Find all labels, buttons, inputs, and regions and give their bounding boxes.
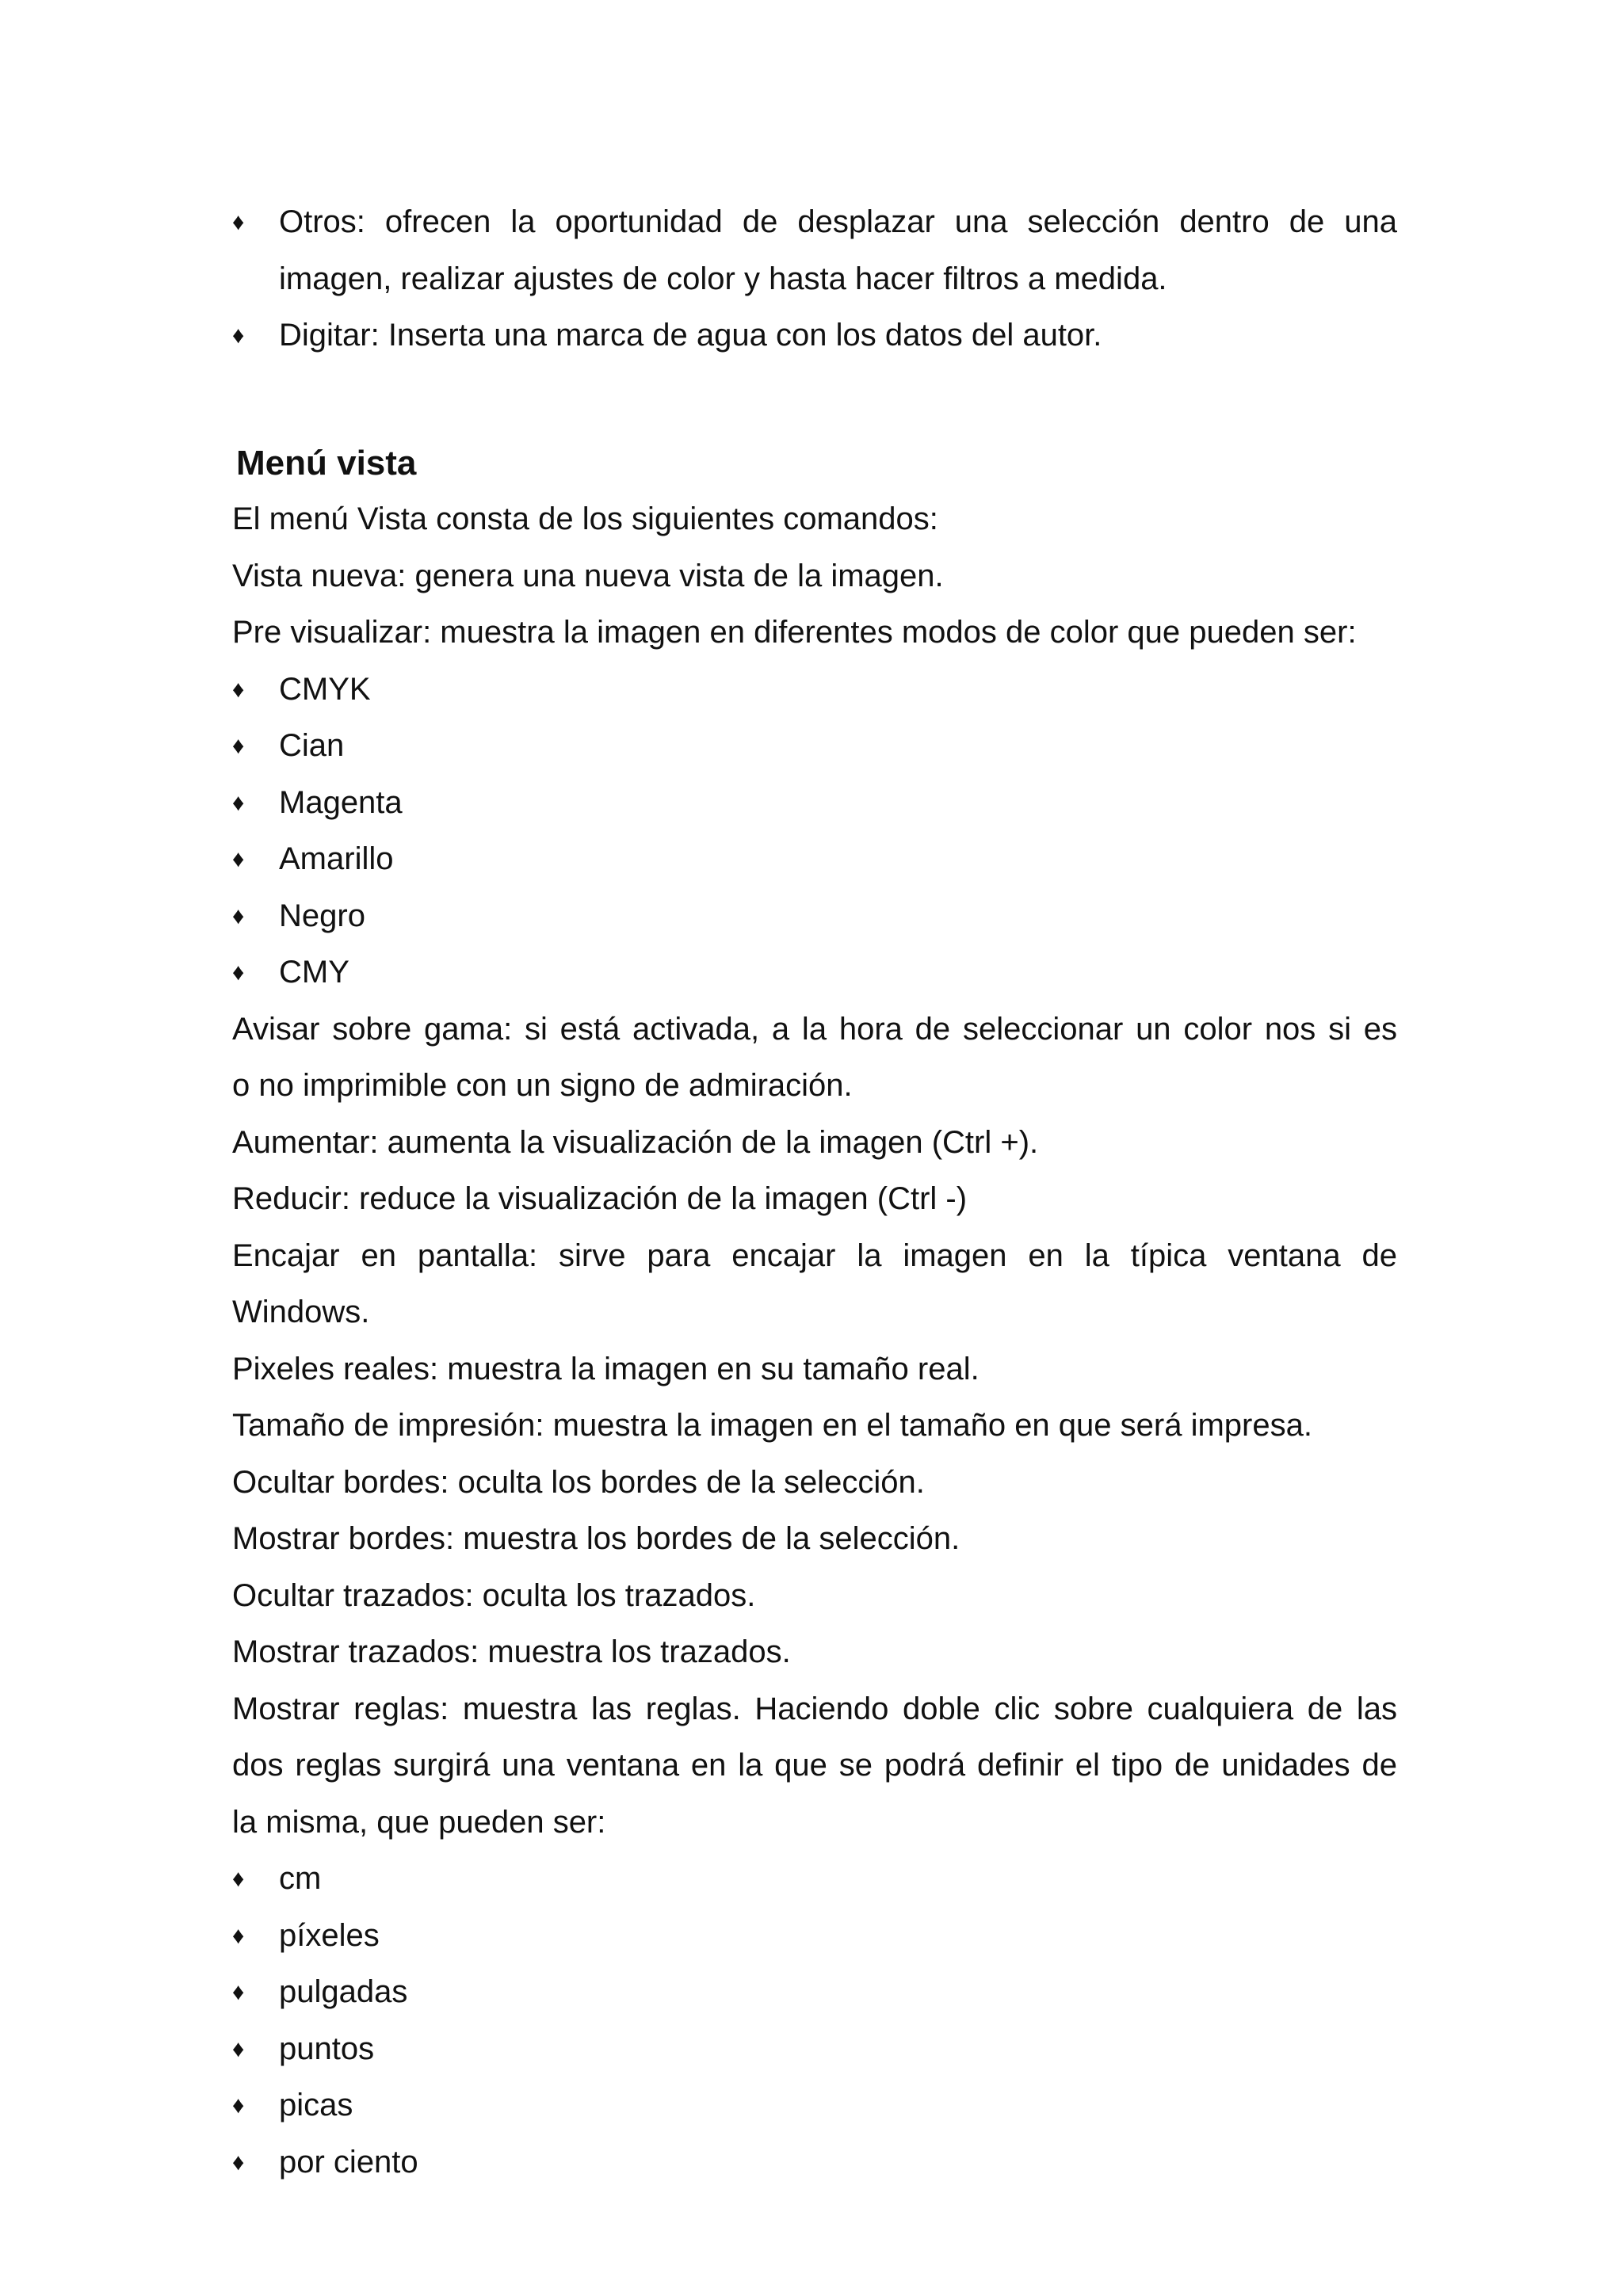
diamond-bullet-icon: ♦ (232, 2092, 245, 2119)
paragraph: Ocultar bordes: oculta los bordes de la selección. (232, 1464, 925, 1500)
diamond-bullet-icon: ♦ (232, 209, 245, 235)
list-item-label: pulgadas (279, 1974, 408, 2009)
list-item (232, 888, 1397, 945)
paragraph-line: la misma, que pueden ser: (232, 1804, 606, 1840)
page-content (232, 194, 1397, 2191)
units-list (232, 1851, 1397, 2191)
list-item-label: píxeles (279, 1917, 380, 1953)
section-heading: Menú vista (236, 443, 417, 482)
paragraph: Aumentar: aumenta la visualización de la imagen (Ctrl +). (232, 1124, 1039, 1160)
list-item-label: Amarillo (279, 841, 394, 876)
list-item-label: por ciento (279, 2144, 418, 2180)
bullet-text-line: Digitar: Inserta una marca de agua con los datos del autor. (279, 318, 1102, 353)
paragraph: Mostrar bordes: muestra los bordes de la selección. (232, 1521, 960, 1556)
diamond-bullet-icon: ♦ (232, 733, 245, 759)
list-item (232, 1908, 1397, 1965)
list-item-label: Magenta (279, 784, 403, 820)
list-item (232, 944, 1397, 1001)
paragraph-line: dos reglas surgirá una ventana en la que se podrá definir el tipo de unidades de (232, 1748, 1397, 1783)
paragraph-line: Mostrar reglas: muestra las reglas. Haciendo doble clic sobre cualquiera de las (232, 1691, 1397, 1726)
bullet-item-otros (232, 194, 1397, 307)
list-item-label: picas (279, 2088, 353, 2122)
paragraph: Reducir: reduce la visualización de la imagen (Ctrl -) (232, 1181, 968, 1216)
paragraph: Pixeles reales: muestra la imagen en su tamaño real. (232, 1351, 980, 1386)
section-spacer (232, 364, 1397, 435)
list-item-label: cm (279, 1861, 322, 1896)
diamond-bullet-icon: ♦ (232, 322, 245, 349)
bullet-item-digitar (232, 307, 1397, 364)
list-item-label: CMYK (279, 671, 371, 707)
diamond-bullet-icon: ♦ (232, 789, 245, 816)
list-item-label: CMY (279, 955, 349, 990)
diamond-bullet-icon: ♦ (232, 902, 245, 929)
list-item (232, 775, 1397, 832)
paragraph: Vista nueva: genera una nueva vista de la imagen. (232, 558, 944, 593)
diamond-bullet-icon: ♦ (232, 1979, 245, 2005)
paragraph: Pre visualizar: muestra la imagen en diferentes modos de color que pueden ser: (232, 615, 1357, 650)
list-item-label: Negro (279, 898, 365, 933)
paragraph: Tamaño de impresión: muestra la imagen en el tamaño en que será impresa. (232, 1408, 1312, 1443)
diamond-bullet-icon: ♦ (232, 846, 245, 872)
list-item (232, 1964, 1397, 2021)
paragraph-line: o no imprimible con un signo de admiración. (232, 1068, 853, 1103)
list-item (232, 718, 1397, 775)
diamond-bullet-icon: ♦ (232, 1922, 245, 1949)
paragraph-line: Avisar sobre gama: si está activada, a la hora de seleccionar un color nos si es (232, 1011, 1397, 1047)
diamond-bullet-icon: ♦ (232, 2149, 245, 2176)
bullet-text-line: imagen, realizar ajustes de color y hasta hacer filtros a medida. (279, 261, 1167, 296)
list-item-label: Cian (279, 728, 345, 763)
paragraph-line: Windows. (232, 1295, 370, 1329)
paragraph-line: Encajar en pantalla: sirve para encajar la imagen en la típica ventana de (232, 1238, 1397, 1273)
color-modes-list (232, 662, 1397, 1001)
list-item (232, 2077, 1397, 2134)
paragraph: El menú Vista consta de los siguientes comandos: (232, 502, 938, 536)
diamond-bullet-icon: ♦ (232, 676, 245, 703)
list-item (232, 1851, 1397, 1908)
diamond-bullet-icon: ♦ (232, 1866, 245, 1892)
list-item (232, 831, 1397, 888)
paragraph: Ocultar trazados: oculta los trazados. (232, 1577, 756, 1613)
diamond-bullet-icon: ♦ (232, 2035, 245, 2062)
bullet-text-line: Otros: ofrecen la oportunidad de desplazar una selección dentro de una (279, 204, 1397, 239)
list-item (232, 2021, 1397, 2078)
list-item (232, 2134, 1397, 2191)
list-item-label: puntos (279, 2031, 375, 2066)
list-item (232, 662, 1397, 719)
diamond-bullet-icon: ♦ (232, 959, 245, 986)
paragraph: Mostrar trazados: muestra los trazados. (232, 1634, 791, 1669)
